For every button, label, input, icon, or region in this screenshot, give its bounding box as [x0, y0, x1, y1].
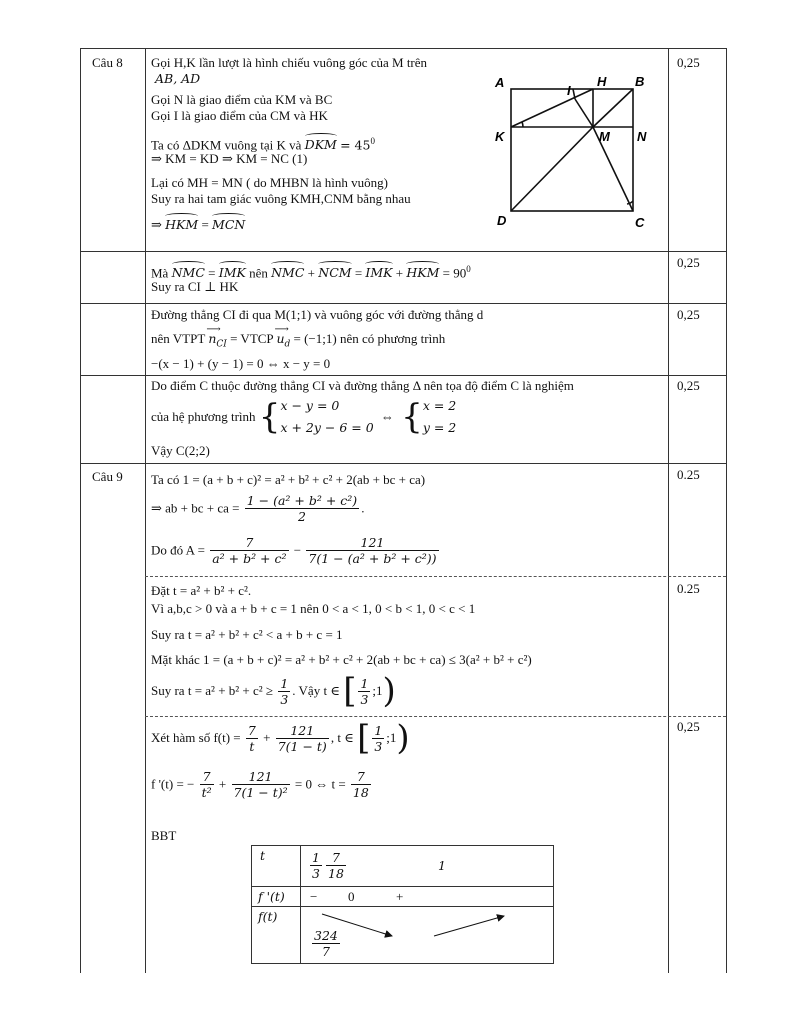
- denominator: 7(1 − t)²: [233, 785, 288, 800]
- degree-sup: 0: [370, 136, 375, 146]
- fraction: [210, 535, 288, 566]
- r3-text: nên VTPT: [151, 331, 206, 346]
- sol-y: y = 2: [422, 420, 457, 435]
- row-divider: [81, 251, 726, 252]
- eq-1: x − y = 0: [280, 398, 340, 413]
- question-label: Câu 9: [92, 469, 123, 484]
- score: 0.25: [677, 581, 700, 596]
- angle: NMC: [271, 265, 305, 281]
- fraction: [246, 723, 258, 754]
- angle: IMK: [218, 265, 246, 281]
- denominator: 3: [312, 866, 320, 881]
- denominator: 18: [328, 866, 344, 881]
- left-brace: {: [258, 397, 281, 437]
- col-divider-2: [668, 49, 669, 973]
- col-divider-1: [145, 49, 146, 973]
- label-b: B: [635, 74, 645, 89]
- geometry-figure: [491, 71, 651, 231]
- numerator: 121: [276, 723, 329, 739]
- text: . Vậy t ∈: [292, 683, 340, 698]
- fraction: [200, 769, 214, 800]
- bbt-fprime-label: f '(t): [258, 889, 285, 904]
- r3-text: = VTCP: [230, 331, 274, 346]
- q8-line1b: AB, AD: [155, 71, 201, 86]
- op: +: [263, 730, 271, 745]
- text: .: [361, 500, 365, 516]
- iff: ⇔: [380, 409, 394, 424]
- denominator: 7(1 − t): [277, 738, 327, 754]
- numerator: 1: [312, 850, 320, 865]
- q9-s1-line1: Ta có 1 = (a + b + c)² = a² + b² + c² + 2(ab + bc + ca): [151, 472, 426, 487]
- eq: =: [201, 217, 209, 232]
- score: 0.25: [677, 467, 700, 482]
- r3-text: = (−1;1) nên có phương trình: [293, 331, 446, 346]
- vector-n-letter: n: [208, 331, 217, 346]
- r2-text: nên: [249, 265, 268, 281]
- score: 0,25: [677, 378, 700, 393]
- label-h: H: [597, 74, 607, 89]
- vector-u-sub: d: [284, 339, 291, 350]
- vector-u: ⟶ $u_d$: [274, 324, 291, 350]
- q9-s2-line3: Suy ra t = a² + b² + c² < a + b + c = 1: [151, 627, 343, 642]
- text: , t ∈: [330, 730, 354, 745]
- left-bracket: [: [357, 718, 371, 758]
- right-paren: ): [396, 718, 410, 758]
- label-i: I: [567, 83, 571, 98]
- denominator: 3: [374, 738, 383, 754]
- r4-text: của hệ phương trình: [151, 409, 256, 424]
- variation-table: [251, 845, 554, 964]
- vector-n-sub: CI: [216, 339, 227, 350]
- q8-line5: ⇒ KM = KD ⇒ KM = NC (1): [151, 151, 308, 166]
- r2-text: Mà: [151, 265, 169, 281]
- numerator: 7: [351, 769, 371, 785]
- denominator: 3: [280, 691, 289, 707]
- angle: NMC: [171, 265, 205, 281]
- bbt-fprime-v3: +: [396, 889, 404, 904]
- q8-r4-line2: [151, 395, 456, 439]
- numerator: 1: [280, 675, 289, 691]
- numerator: 324: [314, 928, 338, 943]
- text: ;1: [386, 730, 397, 745]
- answer-table: [80, 48, 727, 973]
- text: Xét hàm số f(t) =: [151, 730, 241, 745]
- score: 0,25: [677, 255, 700, 270]
- q8-line6: Lại có MH = MN ( do MHBN là hình vuông): [151, 175, 388, 190]
- q8-line2: Gọi N là giao điểm của KM và BC: [151, 92, 333, 107]
- q9-s2-line5: [151, 671, 396, 711]
- system-1: [280, 395, 373, 439]
- bbt-t-v1: [308, 850, 324, 881]
- numerator: 1 − (a² + b² + c²): [246, 493, 358, 508]
- q9-s3-line2: [151, 769, 373, 800]
- q8-r3-line2: [151, 324, 446, 353]
- q9-s3-line1: [151, 718, 410, 758]
- bbt-t-v2: [324, 850, 348, 881]
- numerator: 121: [306, 535, 438, 551]
- score: 0,25: [677, 719, 700, 734]
- text: f '(t) = −: [151, 776, 195, 792]
- denominator: 2: [297, 509, 306, 524]
- op: =: [354, 265, 363, 281]
- sol-x: x = 2: [422, 398, 457, 413]
- numerator: 1: [360, 675, 369, 691]
- question-label: Câu 8: [92, 55, 123, 70]
- bbt-t-v3: 1: [438, 858, 446, 873]
- fraction: [372, 723, 384, 754]
- q8-line4-text: Ta có ΔDKM vuông tại K và: [151, 137, 302, 153]
- angle: HKM: [406, 265, 440, 281]
- q8-line4-eq: = 45: [340, 137, 371, 153]
- numerator: 7: [247, 722, 256, 738]
- angle-hkm: HKM: [165, 217, 199, 232]
- right-paren: ): [382, 671, 396, 711]
- op: +: [307, 265, 316, 281]
- segment-mb: [593, 89, 633, 127]
- left-brace: {: [401, 397, 423, 437]
- q8-line7: Suy ra hai tam giác vuông KMH,CNM bằng nhau: [151, 191, 411, 206]
- label-c: C: [635, 215, 645, 230]
- segment-dm: [511, 127, 593, 211]
- op: =: [208, 265, 216, 281]
- q8-line8: [151, 217, 245, 233]
- angle-mcn: MCN: [212, 217, 246, 232]
- bbt-t-label: t: [260, 848, 266, 863]
- bbt-label: BBT: [151, 828, 177, 843]
- fraction: [326, 850, 346, 881]
- label-d: D: [497, 213, 507, 228]
- op: +: [218, 776, 227, 792]
- bbt-fprime-v2: 0: [348, 889, 355, 904]
- arrow-up: [434, 916, 504, 936]
- degree-sup: 0: [466, 264, 471, 274]
- system-2: [423, 395, 456, 439]
- op: = 90: [442, 265, 467, 281]
- q8-r3-line1: Đường thẳng CI đi qua M(1;1) và vuông góc với đường thẳng d: [151, 307, 484, 322]
- numerator: 1: [374, 722, 383, 738]
- q8-line3: Gọi I là giao điểm của CM và HK: [151, 108, 328, 123]
- angle: NCM: [318, 265, 352, 281]
- text: Suy ra t = a² + b² + c² ≥: [151, 683, 274, 698]
- label-a: A: [495, 75, 505, 90]
- vector-n: ⟶ $n_{CI}$: [206, 324, 227, 350]
- denominator: 18: [352, 785, 369, 800]
- q9-s1-line2: [151, 493, 364, 524]
- fraction: [358, 676, 370, 707]
- row-divider: [81, 303, 726, 304]
- text: Do đó A =: [151, 542, 205, 558]
- bbt-f-label: f(t): [258, 909, 278, 924]
- numerator: 7: [326, 850, 346, 866]
- denominator: t²: [201, 785, 212, 800]
- implies: ⇒: [151, 217, 162, 232]
- fraction: [310, 850, 322, 881]
- q9-s2-line4: Mặt khác 1 = (a + b + c)² = a² + b² + c² + 2(ab + bc + ca) ≤ 3(a² + b² + c²): [151, 652, 532, 667]
- score: 0,25: [677, 55, 700, 70]
- row-divider: [81, 375, 726, 376]
- q8-r4-line1: Do điểm C thuộc đường thẳng CI và đường thẳng Δ nên tọa độ điểm C là nghiệm: [151, 378, 574, 393]
- denominator: a² + b² + c²: [212, 551, 287, 566]
- vector-u-letter: u: [276, 331, 285, 346]
- fraction: [232, 769, 290, 800]
- bbt-fprime-v1: −: [310, 889, 318, 904]
- numerator: 121: [232, 769, 290, 785]
- label-n: N: [637, 129, 647, 144]
- bbt-f-min: [310, 928, 342, 959]
- fraction: [245, 493, 359, 524]
- fraction: [306, 535, 438, 566]
- op: −: [293, 542, 302, 558]
- numerator: 7: [210, 535, 288, 551]
- angle-dkm: DKM: [304, 137, 337, 153]
- q9-s2-line1: Đặt t = a² + b² + c².: [151, 583, 252, 598]
- numerator: 7: [200, 769, 214, 785]
- q9-s1-line3: [151, 535, 441, 566]
- text: ⇒ ab + bc + ca =: [151, 500, 240, 516]
- left-bracket: [: [343, 671, 357, 711]
- op: +: [395, 265, 404, 281]
- score: 0,25: [677, 307, 700, 322]
- denominator: 7(1 − (a² + b² + c²)): [308, 551, 437, 566]
- row-divider: [81, 463, 726, 464]
- q9-s2-line2: Vì a,b,c > 0 và a + b + c = 1 nên 0 < a < 1, 0 < b < 1, 0 < c < 1: [151, 601, 476, 616]
- fraction: [276, 723, 329, 754]
- denominator: t: [249, 738, 255, 754]
- angle: IMK: [365, 265, 393, 281]
- row-divider-dashed: [145, 576, 726, 577]
- fraction: [278, 676, 290, 707]
- segment-mi: [575, 99, 593, 127]
- label-k: K: [495, 129, 505, 144]
- q8-r4-line3: Vậy C(2;2): [151, 443, 210, 458]
- label-m: M: [599, 129, 610, 144]
- text: ;1: [372, 683, 383, 698]
- q8-r2-line2: Suy ra CI ⊥ HK: [151, 279, 239, 294]
- denominator: 3: [360, 691, 369, 707]
- eq-2: x + 2y − 6 = 0: [280, 420, 374, 435]
- q8-line1: Gọi H,K lần lượt là hình chiếu vuông góc của M trên: [151, 55, 428, 70]
- bbt-row-divider: [252, 886, 553, 887]
- denominator: 7: [321, 944, 330, 959]
- q8-r3-line3: −(x − 1) + (y − 1) = 0 ⇔ x − y = 0: [151, 356, 331, 371]
- fraction: [351, 769, 371, 800]
- row-divider-dashed: [145, 716, 726, 717]
- text: = 0 ⇔ t =: [294, 776, 346, 792]
- fraction: [312, 928, 340, 959]
